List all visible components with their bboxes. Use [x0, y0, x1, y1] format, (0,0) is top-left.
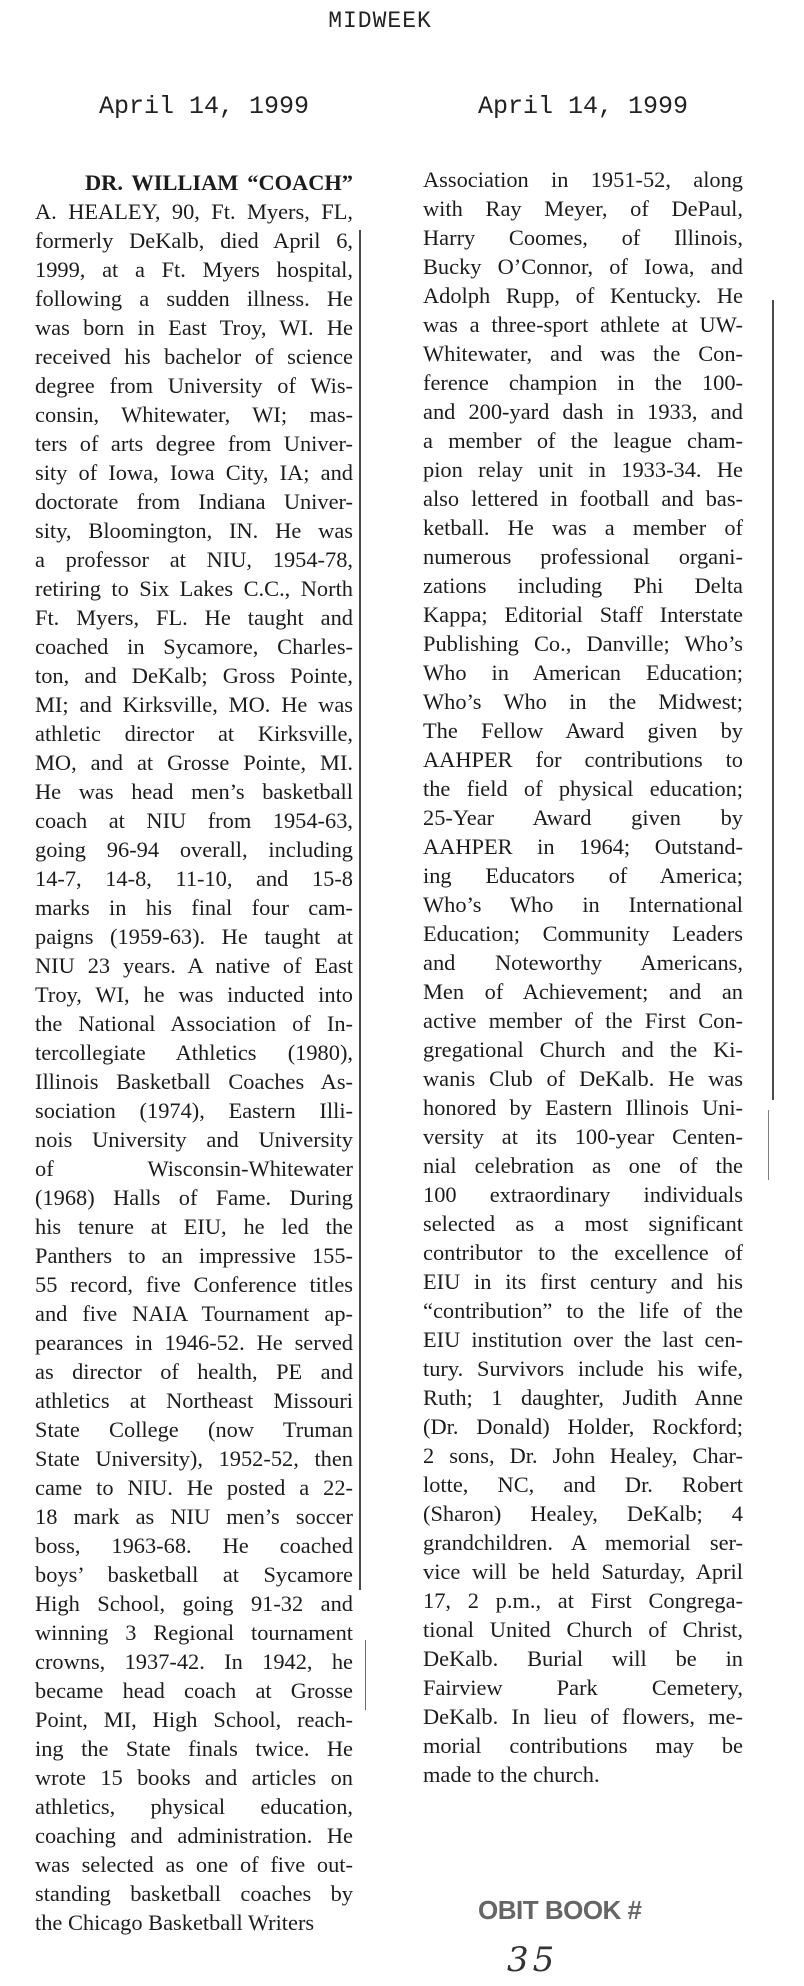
obituary-text-line: coach at NIU from 1954-63,: [35, 808, 353, 833]
obituary-text-line: came to NIU. He posted a 22-: [35, 1475, 353, 1500]
obituary-text-line: the National Association of In-: [35, 1011, 353, 1036]
obituary-text-line: athletics at Northeast Missouri: [35, 1388, 353, 1413]
obituary-text-line: EIU institution over the last cen-: [423, 1327, 743, 1352]
obituary-text-line: was a three-sport athlete at UW-: [423, 312, 743, 337]
date-stamp-right: April 14, 1999: [478, 92, 689, 121]
obituary-text-line: pearances in 1946-52. He served: [35, 1330, 353, 1355]
obituary-text-line: athletics, physical education,: [35, 1794, 353, 1819]
obituary-text-line: Point, MI, High School, reach-: [35, 1707, 353, 1732]
obituary-text-line: Whitewater, and was the Con-: [423, 341, 743, 366]
obituary-text-line: as director of health, PE and: [35, 1359, 353, 1384]
obituary-text-line: his tenure at EIU, he led the: [35, 1214, 353, 1239]
obituary-left-column: [35, 168, 353, 1937]
clipping-edge-rule: [772, 300, 774, 1100]
obituary-text-line: zations including Phi Delta: [423, 573, 743, 598]
obituary-text-line: Harry Coomes, of Illinois,: [423, 225, 743, 250]
obituary-text-line: the field of physical education;: [423, 776, 743, 801]
obituary-text-line: grandchildren. A memorial ser-: [423, 1530, 743, 1555]
obit-book-stamp: OBIT BOOK #: [478, 1895, 642, 1925]
obituary-text-line: boys’ basketball at Sycamore: [35, 1562, 353, 1587]
obituary-text-line: also lettered in football and bas-: [423, 486, 743, 511]
obituary-text-line: following a sudden illness. He: [35, 286, 353, 311]
obituary-text-line: was born in East Troy, WI. He: [35, 315, 353, 340]
obituary-text-line: vice will be held Saturday, April: [423, 1559, 743, 1584]
obituary-text-line: Troy, WI, he was inducted into: [35, 982, 353, 1007]
obituary-text-line: Adolph Rupp, of Kentucky. He: [423, 283, 743, 308]
obituary-text-line: Kappa; Editorial Staff Interstate: [423, 602, 743, 627]
obituary-text-line: sity of Iowa, Iowa City, IA; and: [35, 460, 353, 485]
obituary-text-line: retiring to Six Lakes C.C., North: [35, 576, 353, 601]
obituary-text-line: Illinois Basketball Coaches As-: [35, 1069, 353, 1094]
obituary-text-line: honored by Eastern Illinois Uni-: [423, 1095, 743, 1120]
obituary-text-line: He was head men’s basketball: [35, 779, 353, 804]
obituary-text-line: sity, Bloomington, IN. He was: [35, 518, 353, 543]
obituary-text-line: The Fellow Award given by: [423, 718, 743, 743]
obituary-text-line: coached in Sycamore, Charles-: [35, 634, 353, 659]
obituary-text-line: gregational Church and the Ki-: [423, 1037, 743, 1062]
obituary-text-line: and 200-yard dash in 1933, and: [423, 399, 743, 424]
obituary-text-line: made to the church.: [423, 1762, 600, 1787]
obituary-text-line: nois University and University: [35, 1127, 353, 1152]
date-stamp-left: April 14, 1999: [99, 92, 310, 121]
obituary-text-line: and five NAIA Tournament ap-: [35, 1301, 353, 1326]
obituary-text-line: DeKalb. In lieu of flowers, me-: [423, 1704, 743, 1729]
obituary-text-line: contributor to the excellence of: [423, 1240, 743, 1265]
obituary-text-line: Fairview Park Cemetery,: [423, 1675, 743, 1700]
right-column-text: [423, 165, 743, 1789]
obituary-text-line: numerous professional organi-: [423, 544, 743, 569]
obituary-text-line: ton, and DeKalb; Gross Pointe,: [35, 663, 353, 688]
obituary-text-line: A. HEALEY, 90, Ft. Myers, FL,: [35, 199, 353, 224]
obituary-text-line: pion relay unit in 1933-34. He: [423, 457, 743, 482]
obituary-text-line: AAHPER for contributions to: [423, 747, 743, 772]
obituary-text-line: Ft. Myers, FL. He taught and: [35, 605, 353, 630]
clipping-edge-rule-fragment: [768, 1110, 769, 1180]
obituary-text-line: wrote 15 books and articles on: [35, 1765, 353, 1790]
obituary-text-line: Ruth; 1 daughter, Judith Anne: [423, 1385, 743, 1410]
obituary-text-line: AAHPER in 1964; Outstand-: [423, 834, 743, 859]
obituary-text-line: going 96-94 overall, including: [35, 837, 353, 862]
obituary-text-line: consin, Whitewater, WI; mas-: [35, 402, 353, 427]
obituary-text-line: crowns, 1937-42. In 1942, he: [35, 1649, 353, 1674]
obituary-text-line: 2 sons, Dr. John Healey, Char-: [423, 1443, 743, 1468]
obituary-right-column: [423, 165, 743, 1789]
obituary-text-line: Who’s Who in International: [423, 892, 743, 917]
obituary-text-line: 1999, at a Ft. Myers hospital,: [35, 257, 353, 282]
obituary-text-line: became head coach at Grosse: [35, 1678, 353, 1703]
obituary-text-line: formerly DeKalb, died April 6,: [35, 228, 353, 253]
obituary-text-line: was selected as one of five out-: [35, 1852, 353, 1877]
obituary-text-line: Publishing Co., Danville; Who’s: [423, 631, 743, 656]
obituary-text-line: a professor at NIU, 1954-78,: [35, 547, 353, 572]
obituary-text-line: 14-7, 14-8, 11-10, and 15-8: [35, 866, 353, 891]
obituary-text-line: standing basketball coaches by: [35, 1881, 353, 1906]
obituary-text-line: ing Educators of America;: [423, 863, 743, 888]
obituary-text-line: ketball. He was a member of: [423, 515, 743, 540]
obituary-text-line: tury. Survivors include his wife,: [423, 1356, 743, 1381]
obituary-text-line: Who in American Education;: [423, 660, 743, 685]
obituary-text-line: State University), 1952-52, then: [35, 1446, 353, 1471]
obituary-text-line: active member of the First Con-: [423, 1008, 743, 1033]
obituary-text-line: 25-Year Award given by: [423, 805, 743, 830]
left-column-text: [35, 197, 353, 1937]
obituary-text-line: sociation (1974), Eastern Illi-: [35, 1098, 353, 1123]
obituary-text-line: athletic director at Kirksville,: [35, 721, 353, 746]
obituary-text-line: versity at its 100-year Centen-: [423, 1124, 743, 1149]
obituary-text-line: Men of Achievement; and an: [423, 979, 743, 1004]
obituary-text-line: 55 record, five Conference titles: [35, 1272, 353, 1297]
obituary-text-line: MI; and Kirksville, MO. He was: [35, 692, 353, 717]
column-divider-rule: [359, 230, 361, 1590]
obituary-text-line: and Noteworthy Americans,: [423, 950, 743, 975]
obit-book-number-handwritten: 35: [507, 1940, 559, 1980]
obituary-text-line: 18 mark as NIU men’s soccer: [35, 1504, 353, 1529]
obituary-text-line: “contribution” to the life of the: [423, 1298, 743, 1323]
obituary-text-line: DeKalb. Burial will be in: [423, 1646, 743, 1671]
obituary-text-line: Who’s Who in the Midwest;: [423, 689, 743, 714]
obituary-text-line: NIU 23 years. A native of East: [35, 953, 353, 978]
publication-masthead: [0, 8, 804, 34]
obituary-text-line: ing the State finals twice. He: [35, 1736, 353, 1761]
obituary-text-line: (Sharon) Healey, DeKalb; 4: [423, 1501, 743, 1526]
obituary-text-line: 17, 2 p.m., at First Congrega-: [423, 1588, 743, 1613]
column-divider-rule-fragment: [365, 1640, 366, 1710]
obituary-text-line: Education; Community Leaders: [423, 921, 743, 946]
obituary-text-line: ters of arts degree from Univer-: [35, 431, 353, 456]
obituary-text-line: a member of the league cham-: [423, 428, 743, 453]
obituary-text-line: (1968) Halls of Fame. During: [35, 1185, 353, 1210]
obituary-text-line: tional United Church of Christ,: [423, 1617, 743, 1642]
obituary-text-line: coaching and administration. He: [35, 1823, 353, 1848]
obituary-headline-name: DR. WILLIAM “COACH”: [85, 170, 353, 195]
obituary-text-line: wanis Club of DeKalb. He was: [423, 1066, 743, 1091]
obituary-text-line: Association in 1951-52, along: [423, 167, 743, 192]
obituary-text-line: lotte, NC, and Dr. Robert: [423, 1472, 743, 1497]
obituary-text-line: received his bachelor of science: [35, 344, 353, 369]
obituary-text-line: of Wisconsin-Whitewater: [35, 1156, 353, 1181]
obituary-text-line: 100 extraordinary individuals: [423, 1182, 743, 1207]
obituary-text-line: marks in his final four cam-: [35, 895, 353, 920]
obituary-text-line: Bucky O’Connor, of Iowa, and: [423, 254, 743, 279]
obituary-text-line: tercollegiate Athletics (1980),: [35, 1040, 353, 1065]
obituary-text-line: degree from University of Wis-: [35, 373, 353, 398]
obituary-text-line: the Chicago Basketball Writers: [35, 1910, 315, 1935]
obituary-text-line: MO, and at Grosse Pointe, MI.: [35, 750, 353, 775]
obituary-text-line: ference champion in the 100-: [423, 370, 743, 395]
obituary-text-line: selected as a most significant: [423, 1211, 743, 1236]
obituary-text-line: State College (now Truman: [35, 1417, 353, 1442]
obituary-text-line: nial celebration as one of the: [423, 1153, 743, 1178]
obituary-text-line: winning 3 Regional tournament: [35, 1620, 353, 1645]
obituary-text-line: High School, going 91-32 and: [35, 1591, 353, 1616]
obituary-text-line: paigns (1959-63). He taught at: [35, 924, 353, 949]
publication-name: MIDWEEK: [328, 8, 432, 34]
obituary-text-line: with Ray Meyer, of DePaul,: [423, 196, 743, 221]
obituary-text-line: (Dr. Donald) Holder, Rockford;: [423, 1414, 743, 1439]
obituary-text-line: boss, 1963-68. He coached: [35, 1533, 353, 1558]
obituary-text-line: EIU in its first century and his: [423, 1269, 743, 1294]
obituary-text-line: doctorate from Indiana Univer-: [35, 489, 353, 514]
obituary-text-line: morial contributions may be: [423, 1733, 743, 1758]
obituary-text-line: Panthers to an impressive 155-: [35, 1243, 353, 1268]
